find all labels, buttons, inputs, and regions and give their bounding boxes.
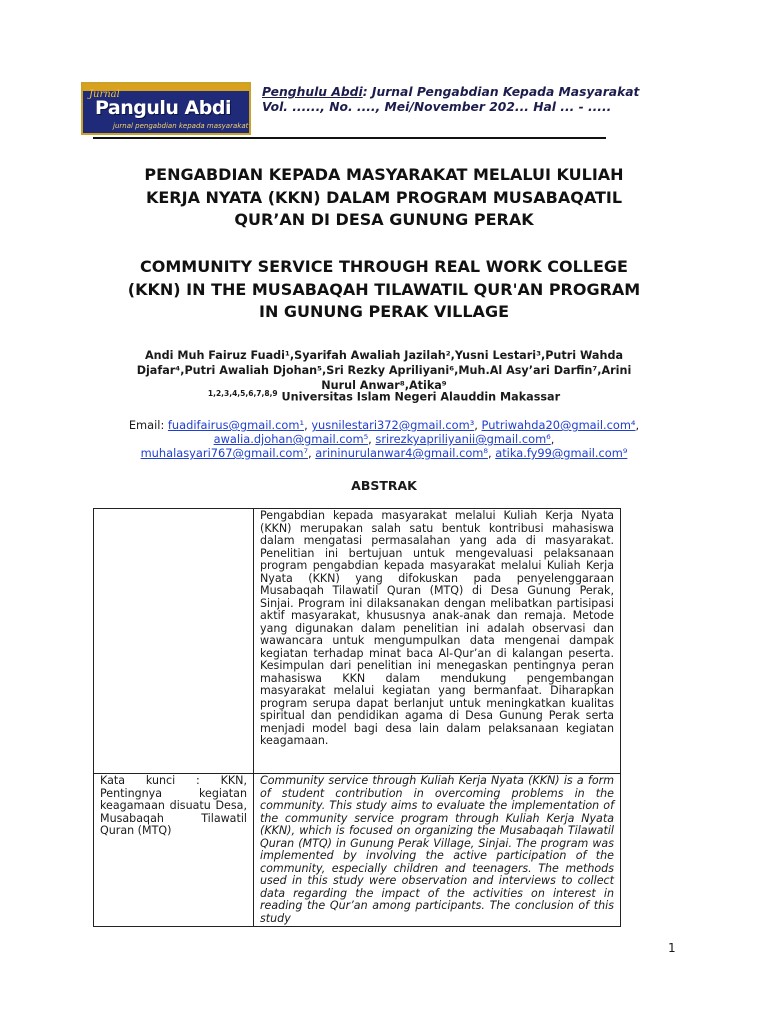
email-link-muhalasyari[interactable]: muhalasyari767@gmail.com⁷ xyxy=(140,446,309,460)
logo-script-text: Jurnal xyxy=(89,89,120,100)
table-cell-empty xyxy=(94,509,254,774)
email-link-awalia[interactable]: awalia.djohan@gmail.com⁵ xyxy=(213,432,369,446)
title-en-line-3: IN GUNUNG PERAK VILLAGE xyxy=(258,302,509,321)
affiliation-superscripts: 1,2,3,4,5,6,7,8,9 xyxy=(207,389,278,398)
journal-subtitle: : Jurnal Pengabdian Kepada Masyarakat xyxy=(362,85,640,99)
email-link-srirezky[interactable]: srirezkyapriliyanii@gmail.com⁶ xyxy=(375,432,551,446)
affiliation-name: Universitas Islam Negeri Alauddin Makassar xyxy=(277,390,561,404)
table-row xyxy=(94,509,621,774)
authors-line-1: Andi Muh Fairuz Fuadi¹,Syarifah Awaliah Jazilah²,Yusni Lestari³,Putri Wahda xyxy=(144,349,624,362)
title-indonesian xyxy=(80,164,688,232)
email-link-putri-wahda[interactable]: Putriwahda20@gmail.com⁴ xyxy=(481,418,636,432)
title-english xyxy=(80,256,688,324)
logo-tagline: jurnal pengabdian kepada masyarakat xyxy=(113,122,249,130)
authors-line-2: Djafar⁴,Putri Awaliah Djohan⁵,Sri Rezky Apriliyani⁶,Muh.Al Asy’ari Darfin⁷,Arini xyxy=(136,364,632,377)
email-separator: , xyxy=(308,446,316,460)
abstract-english: Community service through Kuliah Kerja Nyata (KKN) is a form of student contribution in overcoming problems in the community. This study aims to evaluate the implementation of the community service program through Kuliah Kerja Nyata (KKN), which is focused on organizing the Musabaqah Tilawatil Quran (MTQ) in Gunung Perak Village, Sinjai. The program was implemented by involving the active participation of the community, especially children and teenagers. The methods used in this study were observation and interviews to collect data regarding the impact of the activities on interest in reading the Qur’an among participants. The conclusion of this study xyxy=(254,774,621,927)
email-block xyxy=(80,418,688,460)
title-id-line-1: PENGABDIAN KEPADA MASYARAKAT MELALUI KULIAH xyxy=(144,165,624,184)
email-line-3 xyxy=(80,446,688,460)
title-en-line-1: COMMUNITY SERVICE THROUGH REAL WORK COLLEGE xyxy=(140,257,628,276)
page-number: 1 xyxy=(668,941,676,955)
email-link-atika[interactable]: atika.fy99@gmail.com⁹ xyxy=(495,446,628,460)
journal-info xyxy=(262,85,639,115)
email-separator: , xyxy=(474,418,482,432)
email-separator: , xyxy=(368,432,376,446)
table-row xyxy=(94,774,621,927)
email-separator: , xyxy=(635,418,640,432)
title-id-line-2: KERJA NYATA (KKN) DALAM PROGRAM MUSABAQATIL xyxy=(145,187,623,207)
email-line-2 xyxy=(80,432,688,446)
abstract-indonesian: Pengabdian kepada masyarakat melalui Kuliah Kerja Nyata (KKN) merupakan salah satu bentuk kontribusi mahasiswa dalam mengatasi permasalahan yang ada di masyarakat. Penelitian ini bertujuan untuk mengevaluasi pelaksanaan program pengabdian kepada masyarakat melalui Kuliah Kerja Nyata (KKN) yang difokuskan pada penyelenggaraan Musabaqah Tilawatil Quran (MTQ) di Desa Gunung Perak, Sinjai. Program ini dilaksanakan dengan melibatkan partisipasi aktif masyarakat, khususnya anak-anak dan remaja. Metode yang digunakan dalam penelitian ini adalah observasi dan wawancara untuk mengumpulkan data mengenai dampak kegiatan terhadap minat baca Al-Qur’an di kalangan peserta. Kesimpulan dari penelitian ini menegaskan pentingnya peran mahasiswa KKN dalam mendukung pengembangan masyarakat melalui kegiatan yang bermanfaat. Diharapkan program serupa dapat berlanjut untuk meningkatkan kualitas spiritual dan pendidikan agama di Desa Gunung Perak serta menjadi model bagi desa lain dalam pelaksanaan kegiatan keagamaan. xyxy=(254,509,621,774)
journal-logo xyxy=(81,82,251,135)
email-line-1 xyxy=(80,418,688,432)
email-link-arini[interactable]: arininurulanwar4@gmail.com⁸ xyxy=(315,446,488,460)
logo-text: Pangulu Abdi xyxy=(95,97,231,119)
journal-title-line xyxy=(262,85,639,100)
email-link-yusni[interactable]: yusnilestari372@gmail.com³ xyxy=(311,418,475,432)
keywords-cell: Kata kunci : KKN, Pentingnya kegiatan keagamaan disuatu Desa, Musabaqah Tilawatil Quran (MTQ) xyxy=(94,774,254,927)
abstract-heading: ABSTRAK xyxy=(351,478,417,493)
email-link-fuadi[interactable]: fuadifairus@gmail.com¹ xyxy=(167,418,305,432)
author-list xyxy=(90,348,678,393)
journal-name: Penghulu Abdi xyxy=(262,85,363,99)
affiliation xyxy=(90,389,678,404)
email-separator: , xyxy=(550,432,555,446)
title-en-line-2: (KKN) IN THE MUSABAQAH TILAWATIL QUR'AN PROGRAM xyxy=(127,279,641,299)
title-id-line-3: QUR’AN DI DESA GUNUNG PERAK xyxy=(234,210,534,229)
email-separator: , xyxy=(487,446,496,460)
email-separator: , xyxy=(304,418,312,432)
authors-line-3: Nurul Anwar⁸,Atika⁹ xyxy=(321,379,447,392)
volume-line: Vol. ......, No. ...., Mei/November 202... Hal ... - ..... xyxy=(262,100,612,114)
abstract-table xyxy=(93,508,621,927)
header-divider xyxy=(93,137,606,139)
email-label: Email: xyxy=(128,418,168,432)
